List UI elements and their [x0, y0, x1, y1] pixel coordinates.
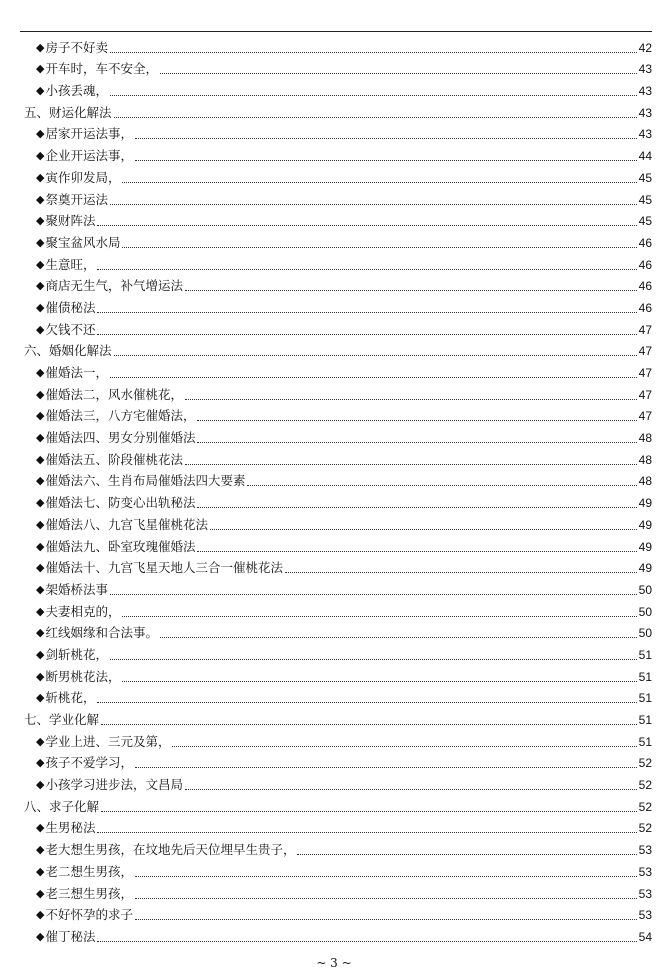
diamond-bullet-icon: ◆ — [36, 908, 45, 922]
dot-leader — [122, 681, 636, 682]
toc-entry[interactable] — [24, 251, 652, 273]
toc-entry[interactable] — [24, 685, 652, 707]
toc-entry-title: 小孩学习进步法，文昌局 — [45, 777, 183, 793]
dot-leader — [172, 746, 636, 747]
dot-leader — [197, 507, 636, 508]
toc-entry[interactable] — [24, 77, 652, 99]
toc-entry-title: 老大想生男孩，在坟地先后天位埋早生贵子， — [45, 842, 296, 858]
toc-entry[interactable] — [24, 923, 652, 945]
toc-entry-title: 催债秘法 — [45, 299, 96, 315]
toc-entry-page: 49 — [638, 561, 652, 576]
toc-entry-title: 不好怀孕的求子 — [45, 907, 133, 923]
toc-entry-page: 51 — [638, 669, 652, 684]
dot-leader — [135, 898, 637, 899]
dot-leader — [110, 95, 637, 96]
diamond-bullet-icon: ◆ — [36, 127, 45, 141]
toc-entry-page: 43 — [638, 62, 652, 77]
toc-entry-title: 八、求子化解 — [24, 798, 100, 814]
toc-entry-title: 红线姻缘和合法事。 — [45, 625, 158, 641]
dot-leader — [122, 247, 636, 248]
dot-leader — [110, 204, 637, 205]
diamond-bullet-icon: ◆ — [36, 821, 45, 835]
toc-entry-page: 53 — [638, 886, 652, 901]
toc-entry-page: 53 — [638, 908, 652, 923]
toc-entry-title: 催婚法十、九宫飞星天地人三合一催桃花法 — [45, 560, 283, 576]
toc-entry-page: 51 — [638, 647, 652, 662]
diamond-bullet-icon: ◆ — [36, 604, 45, 618]
dot-leader — [114, 117, 637, 118]
toc-entry-title: 祭奠开运法 — [45, 191, 108, 207]
diamond-bullet-icon: ◆ — [36, 40, 45, 54]
toc-entry-title: 老二想生男孩， — [45, 863, 133, 879]
toc-entry-title: 居家开运法事， — [45, 126, 133, 142]
toc-entry[interactable] — [24, 620, 652, 642]
dot-leader — [97, 225, 636, 226]
toc-entry-page: 48 — [638, 431, 652, 446]
toc-entry-page: 54 — [638, 929, 652, 944]
toc-entry-page: 45 — [638, 214, 652, 229]
dot-leader — [247, 485, 636, 486]
toc-entry-page: 51 — [638, 734, 652, 749]
toc-entry[interactable] — [24, 576, 652, 598]
diamond-bullet-icon: ◆ — [36, 452, 45, 466]
toc-entry[interactable] — [24, 164, 652, 186]
toc-entry-page: 48 — [638, 474, 652, 489]
toc-entry-title: 开车时，车不安全， — [45, 61, 158, 77]
toc-entry-title: 聚财阵法 — [45, 213, 96, 229]
diamond-bullet-icon: ◆ — [36, 647, 45, 661]
toc-entry-title: 剑斩桃花， — [45, 646, 108, 662]
diamond-bullet-icon: ◆ — [36, 691, 45, 705]
dot-leader — [197, 442, 636, 443]
toc-entry[interactable] — [24, 858, 652, 880]
toc-entry-page: 51 — [638, 713, 652, 727]
dot-leader — [110, 659, 637, 660]
dot-leader — [114, 355, 637, 356]
dot-leader — [210, 529, 637, 530]
toc-entry[interactable] — [24, 56, 652, 78]
dot-leader — [297, 854, 636, 855]
diamond-bullet-icon: ◆ — [36, 669, 45, 683]
toc-entry[interactable] — [24, 598, 652, 620]
header-rule — [20, 31, 652, 32]
dot-leader — [97, 941, 636, 942]
diamond-bullet-icon: ◆ — [36, 300, 45, 314]
toc-entry-page: 46 — [638, 279, 652, 294]
toc-entry-title: 催婚法三，八方宅催婚法， — [45, 408, 196, 424]
diamond-bullet-icon: ◆ — [36, 409, 45, 423]
dot-leader — [122, 616, 636, 617]
toc-entry-page: 53 — [638, 864, 652, 879]
dot-leader — [97, 334, 636, 335]
diamond-bullet-icon: ◆ — [36, 496, 45, 510]
toc-entry[interactable] — [24, 316, 652, 338]
toc-entry-page: 45 — [638, 170, 652, 185]
dot-leader — [185, 464, 637, 465]
diamond-bullet-icon: ◆ — [36, 539, 45, 553]
toc-entry-page: 47 — [638, 366, 652, 380]
dot-leader — [160, 73, 637, 74]
diamond-bullet-icon: ◆ — [36, 431, 45, 445]
toc-entry-title: 七、学业化解 — [24, 712, 100, 727]
toc-section-entry[interactable] — [24, 99, 652, 121]
dot-leader — [135, 160, 637, 161]
diamond-bullet-icon: ◆ — [36, 387, 45, 401]
toc-entry[interactable] — [24, 142, 652, 164]
dot-leader — [97, 312, 636, 313]
toc-entry[interactable] — [24, 728, 652, 750]
toc-entry-page: 46 — [638, 300, 652, 315]
toc-entry[interactable] — [24, 121, 652, 143]
dot-leader — [122, 182, 636, 183]
toc-entry-page: 45 — [638, 192, 652, 207]
toc-entry-title: 商店无生气，补气增运法 — [45, 278, 183, 294]
toc-entry-page: 43 — [638, 84, 652, 99]
toc-section-entry[interactable] — [24, 706, 652, 728]
dot-leader — [160, 637, 637, 638]
dot-leader — [185, 399, 637, 400]
toc-entry-title: 学业上进、三元及第， — [45, 733, 171, 749]
toc-entry[interactable] — [24, 208, 652, 230]
table-of-contents — [24, 34, 652, 945]
diamond-bullet-icon: ◆ — [36, 778, 45, 792]
toc-entry-title: 催婚法五、阶段催桃花法 — [45, 451, 183, 467]
toc-entry-title: 生意旺， — [45, 256, 96, 272]
toc-entry-title: 架婚桥法事 — [45, 581, 108, 597]
toc-entry-page: 42 — [638, 40, 652, 55]
page-number: ~ 3 ~ — [316, 956, 352, 970]
toc-entry[interactable] — [24, 880, 652, 902]
diamond-bullet-icon: ◆ — [36, 322, 45, 336]
dot-leader — [135, 138, 637, 139]
toc-entry-title: 寅作卯发局， — [45, 169, 121, 185]
dot-leader — [185, 789, 637, 790]
dot-leader — [285, 572, 637, 573]
diamond-bullet-icon: ◆ — [36, 149, 45, 163]
toc-entry-title: 小孩丢魂， — [45, 83, 108, 99]
diamond-bullet-icon: ◆ — [36, 756, 45, 770]
toc-entry[interactable] — [24, 186, 652, 208]
dot-leader — [135, 767, 637, 768]
diamond-bullet-icon: ◆ — [36, 929, 45, 943]
diamond-bullet-icon: ◆ — [36, 474, 45, 488]
toc-entry[interactable] — [24, 511, 652, 533]
toc-entry-page: 46 — [638, 235, 652, 250]
dot-leader — [135, 919, 637, 920]
toc-entry-title: 催婚法一， — [45, 365, 108, 380]
dot-leader — [97, 702, 636, 703]
toc-entry-page: 52 — [638, 821, 652, 836]
toc-entry-title: 六、婚姻化解法 — [24, 343, 112, 359]
toc-entry-title: 企业开运法事， — [45, 148, 133, 164]
diamond-bullet-icon: ◆ — [36, 561, 45, 575]
toc-entry-title: 五、财运化解法 — [24, 104, 112, 120]
toc-entry-page: 52 — [638, 778, 652, 793]
toc-entry-title: 生男秘法 — [45, 820, 96, 836]
toc-entry[interactable] — [24, 468, 652, 490]
toc-entry[interactable] — [24, 273, 652, 295]
diamond-bullet-icon: ◆ — [36, 626, 45, 640]
diamond-bullet-icon: ◆ — [36, 192, 45, 206]
dot-leader — [110, 594, 637, 595]
toc-entry[interactable] — [24, 424, 652, 446]
diamond-bullet-icon: ◆ — [36, 886, 45, 900]
toc-entry-title: 催婚法九、卧室玫瑰催婚法 — [45, 538, 196, 554]
toc-entry[interactable] — [24, 641, 652, 663]
toc-entry-page: 46 — [638, 257, 652, 272]
dot-leader — [110, 52, 637, 53]
toc-entry[interactable] — [24, 489, 652, 511]
toc-entry-page: 52 — [638, 756, 652, 771]
toc-entry-title: 催婚法二，风水催桃花， — [45, 386, 183, 402]
diamond-bullet-icon: ◆ — [36, 84, 45, 98]
dot-leader — [97, 269, 636, 270]
toc-entry-title: 聚宝盆风水局 — [45, 234, 121, 250]
diamond-bullet-icon: ◆ — [36, 864, 45, 878]
diamond-bullet-icon: ◆ — [36, 257, 45, 271]
toc-entry[interactable] — [24, 446, 652, 468]
diamond-bullet-icon: ◆ — [36, 62, 45, 76]
toc-entry-page: 50 — [638, 604, 652, 619]
dot-leader — [197, 420, 636, 421]
toc-entry[interactable] — [24, 750, 652, 772]
toc-entry-page: 49 — [638, 517, 652, 532]
toc-entry-page: 43 — [638, 105, 652, 120]
dot-leader — [110, 377, 637, 378]
toc-entry-title: 催婚法八、九宫飞星催桃花法 — [45, 516, 208, 532]
toc-entry-title: 夫妻相克的， — [45, 603, 121, 619]
toc-entry[interactable] — [24, 902, 652, 924]
toc-entry-title: 断男桃花法， — [45, 668, 121, 684]
dot-leader — [97, 832, 636, 833]
toc-entry-page: 49 — [638, 539, 652, 554]
toc-entry[interactable] — [24, 403, 652, 425]
diamond-bullet-icon: ◆ — [36, 843, 45, 857]
toc-entry-page: 50 — [638, 626, 652, 641]
toc-entry[interactable] — [24, 359, 652, 381]
toc-entry-page: 44 — [638, 149, 652, 164]
diamond-bullet-icon: ◆ — [36, 366, 45, 379]
toc-entry[interactable] — [24, 294, 652, 316]
toc-entry-page: 50 — [638, 582, 652, 597]
toc-entry-title: 老三想生男孩， — [45, 885, 133, 901]
toc-entry-page: 52 — [638, 799, 652, 814]
toc-entry-page: 47 — [638, 387, 652, 402]
toc-entry-title: 斩桃花， — [45, 690, 96, 706]
diamond-bullet-icon: ◆ — [36, 734, 45, 748]
toc-entry[interactable] — [24, 836, 652, 858]
toc-entry[interactable] — [24, 815, 652, 837]
diamond-bullet-icon: ◆ — [36, 517, 45, 531]
toc-entry-title: 欠钱不还 — [45, 321, 96, 337]
toc-entry[interactable] — [24, 381, 652, 403]
toc-entry[interactable] — [24, 229, 652, 251]
toc-entry-title: 房子不好卖 — [45, 39, 108, 55]
toc-section-entry[interactable] — [24, 793, 652, 815]
toc-entry-page: 49 — [638, 496, 652, 511]
toc-entry[interactable] — [24, 555, 652, 577]
toc-entry-title: 催丁秘法 — [45, 928, 96, 944]
diamond-bullet-icon: ◆ — [36, 582, 45, 596]
toc-entry-page: 47 — [638, 344, 652, 359]
toc-entry-page: 53 — [638, 843, 652, 858]
toc-entry-title: 孩子不爱学习， — [45, 755, 133, 771]
toc-entry[interactable] — [24, 663, 652, 685]
dot-leader — [135, 876, 637, 877]
toc-entry-page: 47 — [638, 322, 652, 337]
toc-entry-title: 催婚法七、防变心出轨秘法 — [45, 495, 196, 511]
toc-entry-page: 47 — [638, 409, 652, 424]
toc-section-entry[interactable] — [24, 338, 652, 360]
diamond-bullet-icon: ◆ — [36, 214, 45, 228]
dot-leader — [101, 811, 637, 812]
toc-entry[interactable] — [24, 771, 652, 793]
toc-entry-title: 催婚法四、男女分别催婚法 — [45, 430, 196, 446]
toc-entry-page: 43 — [638, 127, 652, 142]
toc-entry-title: 催婚法六、生肖布局催婚法四大要素 — [45, 473, 246, 489]
toc-entry[interactable] — [24, 533, 652, 555]
toc-entry-page: 48 — [638, 452, 652, 467]
toc-entry[interactable] — [24, 34, 652, 56]
toc-entry-page: 51 — [638, 691, 652, 706]
diamond-bullet-icon: ◆ — [36, 235, 45, 249]
dot-leader — [185, 290, 637, 291]
diamond-bullet-icon: ◆ — [36, 279, 45, 293]
dot-leader — [101, 724, 637, 725]
diamond-bullet-icon: ◆ — [36, 170, 45, 184]
dot-leader — [197, 551, 636, 552]
